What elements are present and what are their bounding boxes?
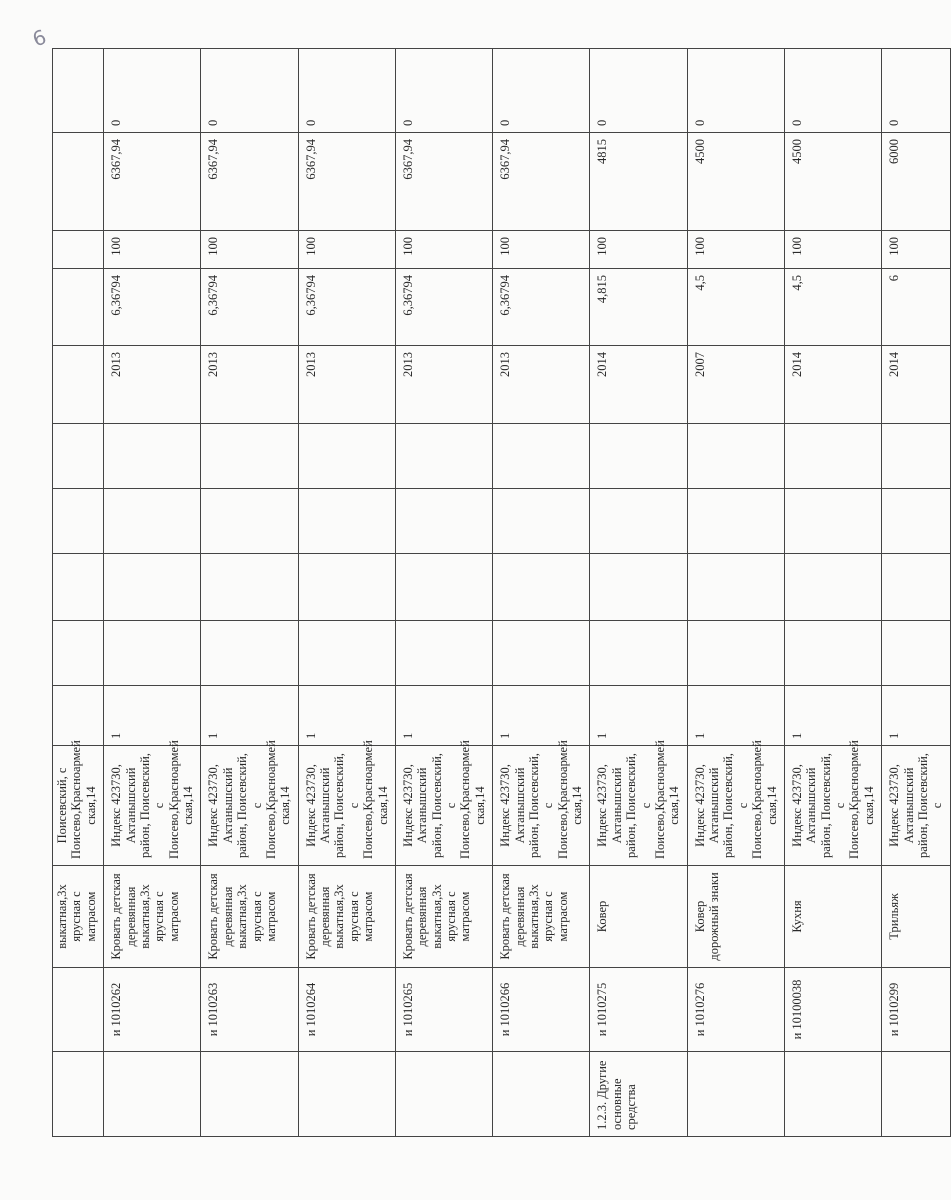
inventory-number-cell: и 10100038: [784, 968, 881, 1052]
year-cell: 2013: [201, 346, 298, 424]
item-name-cell: Ковер дорожный знаки: [687, 866, 784, 968]
cost-cell: 6000: [882, 133, 951, 231]
address-cell: Индекс 423730, Актанышский район, Поисевский, с Поисево,Красноармей ская,14: [493, 746, 590, 866]
quantity-cell: 1: [882, 686, 951, 746]
empty-cell: [590, 621, 687, 686]
cost-cell: [53, 133, 104, 231]
address-cell: Индекс 423730, Актанышский район, Поисевский, с Поисево,Красноармей ская,14: [590, 746, 687, 866]
empty-cell: [395, 621, 492, 686]
address-cell: Индекс 423730, Актанышский район, Поисевский, с Поисево,Красноармей ская,14: [784, 746, 881, 866]
table-row: [104, 49, 201, 1137]
quantity-cell: [53, 686, 104, 746]
percent-cell: 100: [687, 231, 784, 269]
year-cell: 2007: [687, 346, 784, 424]
cost-thousands-cell: 6,36794: [104, 269, 201, 346]
empty-cell: [298, 424, 395, 489]
inventory-number-cell: и 1010265: [395, 968, 492, 1052]
inventory-number-cell: [53, 968, 104, 1052]
percent-cell: 100: [395, 231, 492, 269]
empty-cell: [298, 554, 395, 621]
cost-cell: 6367,94: [493, 133, 590, 231]
empty-cell: [784, 489, 881, 554]
inventory-number-cell: и 1010276: [687, 968, 784, 1052]
empty-cell: [687, 554, 784, 621]
residual-value-cell: 0: [104, 49, 201, 133]
address-cell: Индекс 423730, Актанышский район, Поисевский, с Поисево,Красноармей ская,14: [687, 746, 784, 866]
item-name-cell: Кровать детская деревянная выкатная,3х ярусная с матрасом: [493, 866, 590, 968]
empty-cell: [687, 424, 784, 489]
year-cell: 2014: [590, 346, 687, 424]
inventory-number-cell: и 1010264: [298, 968, 395, 1052]
percent-cell: [53, 231, 104, 269]
group-cell: [298, 1052, 395, 1137]
address-cell: Индекс 423730, Актанышский район, Поисевский, с: [882, 746, 951, 866]
cost-thousands-cell: 4,5: [687, 269, 784, 346]
group-cell: 1.2.3. Другие основные средства: [590, 1052, 687, 1137]
residual-value-cell: [53, 49, 104, 133]
table-row: [882, 49, 951, 1137]
inventory-number-cell: и 1010299: [882, 968, 951, 1052]
item-name-cell: Кухня: [784, 866, 881, 968]
table-row: [493, 49, 590, 1137]
empty-cell: [298, 489, 395, 554]
table-row: [53, 49, 104, 1137]
percent-cell: 100: [590, 231, 687, 269]
group-cell: [104, 1052, 201, 1137]
percent-cell: 100: [493, 231, 590, 269]
empty-cell: [493, 554, 590, 621]
cost-thousands-cell: 4,5: [784, 269, 881, 346]
empty-cell: [784, 554, 881, 621]
quantity-cell: 1: [298, 686, 395, 746]
empty-cell: [882, 621, 951, 686]
table-row: [201, 49, 298, 1137]
empty-cell: [395, 424, 492, 489]
empty-cell: [590, 424, 687, 489]
cost-cell: 4500: [687, 133, 784, 231]
table-row: [687, 49, 784, 1137]
empty-cell: [201, 489, 298, 554]
empty-cell: [493, 489, 590, 554]
cost-thousands-cell: 6,36794: [493, 269, 590, 346]
empty-cell: [298, 621, 395, 686]
residual-value-cell: 0: [395, 49, 492, 133]
empty-cell: [784, 424, 881, 489]
residual-value-cell: 0: [882, 49, 951, 133]
cost-thousands-cell: 6: [882, 269, 951, 346]
empty-cell: [882, 489, 951, 554]
year-cell: [53, 346, 104, 424]
item-name-cell: Кровать детская деревянная выкатная,3х ярусная с матрасом: [104, 866, 201, 968]
cost-cell: 4815: [590, 133, 687, 231]
cost-thousands-cell: 6,36794: [201, 269, 298, 346]
group-cell: [784, 1052, 881, 1137]
group-cell: [395, 1052, 492, 1137]
empty-cell: [784, 621, 881, 686]
table-row: [395, 49, 492, 1137]
empty-cell: [53, 554, 104, 621]
group-cell: [882, 1052, 951, 1137]
address-cell: Индекс 423730, Актанышский район, Поисевский, с Поисево,Красноармей ская,14: [201, 746, 298, 866]
percent-cell: 100: [298, 231, 395, 269]
cost-cell: 6367,94: [104, 133, 201, 231]
percent-cell: 100: [104, 231, 201, 269]
residual-value-cell: 0: [687, 49, 784, 133]
quantity-cell: 1: [395, 686, 492, 746]
quantity-cell: 1: [201, 686, 298, 746]
empty-cell: [493, 424, 590, 489]
empty-cell: [104, 554, 201, 621]
cost-cell: 4500: [784, 133, 881, 231]
handwritten-page-mark: 6: [29, 24, 50, 52]
empty-cell: [53, 489, 104, 554]
table-row: [298, 49, 395, 1137]
residual-value-cell: 0: [784, 49, 881, 133]
quantity-cell: 1: [687, 686, 784, 746]
cost-cell: 6367,94: [298, 133, 395, 231]
quantity-cell: 1: [784, 686, 881, 746]
empty-cell: [201, 424, 298, 489]
item-name-cell: Трильяж: [882, 866, 951, 968]
percent-cell: 100: [201, 231, 298, 269]
address-cell: Индекс 423730, Актанышский район, Поисевский, с Поисево,Красноармей ская,14: [298, 746, 395, 866]
quantity-cell: 1: [104, 686, 201, 746]
cost-thousands-cell: [53, 269, 104, 346]
residual-value-cell: 0: [201, 49, 298, 133]
group-cell: [687, 1052, 784, 1137]
group-cell: [201, 1052, 298, 1137]
year-cell: 2013: [104, 346, 201, 424]
item-name-cell: Кровать детская деревянная выкатная,3х ярусная с матрасом: [201, 866, 298, 968]
empty-cell: [590, 489, 687, 554]
item-name-cell: выкатная,3х ярусная с матрасом: [53, 866, 104, 968]
empty-cell: [687, 621, 784, 686]
empty-cell: [882, 424, 951, 489]
item-name-cell: Ковер: [590, 866, 687, 968]
year-cell: 2014: [882, 346, 951, 424]
year-cell: 2014: [784, 346, 881, 424]
quantity-cell: 1: [590, 686, 687, 746]
residual-value-cell: 0: [493, 49, 590, 133]
year-cell: 2013: [395, 346, 492, 424]
register-rows: [53, 49, 951, 1137]
inventory-number-cell: и 1010275: [590, 968, 687, 1052]
percent-cell: 100: [882, 231, 951, 269]
empty-cell: [104, 489, 201, 554]
item-name-cell: Кровать детская деревянная выкатная,3х ярусная с матрасом: [298, 866, 395, 968]
empty-cell: [104, 424, 201, 489]
cost-thousands-cell: 6,36794: [298, 269, 395, 346]
empty-cell: [882, 554, 951, 621]
cost-cell: 6367,94: [201, 133, 298, 231]
empty-cell: [104, 621, 201, 686]
empty-cell: [493, 621, 590, 686]
inventory-number-cell: и 1010263: [201, 968, 298, 1052]
cost-thousands-cell: 4,815: [590, 269, 687, 346]
residual-value-cell: 0: [590, 49, 687, 133]
quantity-cell: 1: [493, 686, 590, 746]
empty-cell: [53, 621, 104, 686]
address-cell: Поисевский, с Поисево,Красноармей ская,14: [53, 746, 104, 866]
inventory-number-cell: и 1010266: [493, 968, 590, 1052]
cost-cell: 6367,94: [395, 133, 492, 231]
empty-cell: [53, 424, 104, 489]
residual-value-cell: 0: [298, 49, 395, 133]
inventory-number-cell: и 1010262: [104, 968, 201, 1052]
year-cell: 2013: [298, 346, 395, 424]
property-register-table: [52, 48, 951, 1137]
percent-cell: 100: [784, 231, 881, 269]
table-row: [590, 49, 687, 1137]
empty-cell: [590, 554, 687, 621]
cost-thousands-cell: 6,36794: [395, 269, 492, 346]
empty-cell: [687, 489, 784, 554]
empty-cell: [201, 621, 298, 686]
address-cell: Индекс 423730, Актанышский район, Поисевский, с Поисево,Красноармей ская,14: [104, 746, 201, 866]
address-cell: Индекс 423730, Актанышский район, Поисевский, с Поисево,Красноармей ская,14: [395, 746, 492, 866]
group-cell: [53, 1052, 104, 1137]
empty-cell: [201, 554, 298, 621]
item-name-cell: Кровать детская деревянная выкатная,3х ярусная с матрасом: [395, 866, 492, 968]
empty-cell: [395, 554, 492, 621]
year-cell: 2013: [493, 346, 590, 424]
group-cell: [493, 1052, 590, 1137]
table-row: [784, 49, 881, 1137]
empty-cell: [395, 489, 492, 554]
rotated-page-content: [52, 49, 945, 1137]
